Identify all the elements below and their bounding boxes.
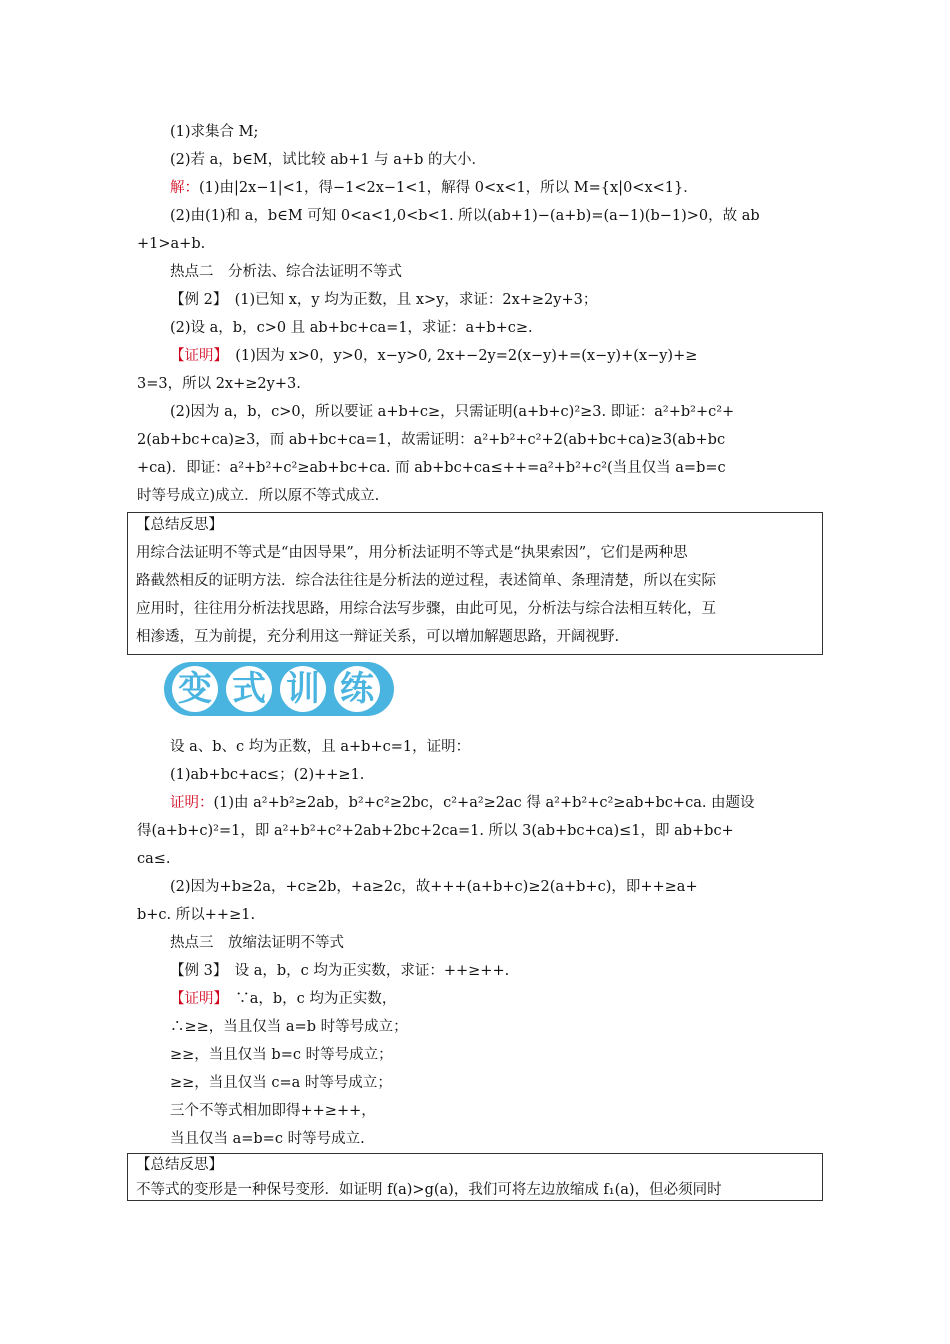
proof-label: 【证明】 bbox=[170, 991, 221, 1007]
line-text: 时等号成立)成立．所以原不等式成立. bbox=[137, 488, 380, 504]
line-text: ca≤. bbox=[137, 851, 171, 867]
text-line bbox=[137, 430, 725, 450]
text-line bbox=[137, 458, 726, 478]
line-text: +ca)．即证：a²+b²+c²≥ab+bc+ca. 而 ab+bc+ca≤++=a²+b²+c²(当且仅当 a=b=c bbox=[137, 460, 726, 476]
line-text: +1>a+b. bbox=[137, 236, 206, 252]
text-line bbox=[170, 290, 597, 310]
line-text: 三个不等式相加即得++≥++， bbox=[170, 1103, 376, 1119]
summary-title: 【总结反思】 bbox=[136, 1157, 223, 1173]
line-text: 2(ab+bc+ca)≥3，而 ab+bc+ca=1，故需证明：a²+b²+c²+2(ab+bc+ca)≥3(ab+bc bbox=[137, 432, 726, 448]
summary-line: 相渗透，互为前提，充分利用这一辩证关系，可以增加解题思路，开阔视野. bbox=[136, 629, 620, 645]
text-line bbox=[170, 737, 470, 757]
text-line bbox=[170, 402, 734, 422]
summary-line: 应用时，往往用分析法找思路，用综合法写步骤，由此可见，分析法与综合法相互转化，互 bbox=[136, 601, 716, 617]
line-text: b+c. 所以++≥1. bbox=[137, 907, 256, 923]
line-text: ∵a，b，c 均为正实数， bbox=[220, 991, 397, 1007]
text-line bbox=[170, 1073, 392, 1093]
summary-line: 不等式的变形是一种保号变形．如证明 f(a)>g(a)，我们可将左边放缩成 f₁(a)，但必须同时 bbox=[136, 1182, 722, 1198]
variant-training-banner bbox=[136, 660, 394, 718]
text-line bbox=[137, 821, 734, 841]
line-text: (1)由 a²+b²≥2ab，b²+c²≥2bc，c²+a²≥2ac 得 a²+b²+c²≥ab+bc+ca. 由题设 bbox=[213, 795, 755, 811]
proof-label: 【证明】 bbox=[170, 348, 221, 364]
line-text: ≥≥，当且仅当 b=c 时等号成立； bbox=[170, 1047, 393, 1063]
line-text: (2)若 a，b∈M，试比较 ab+1 与 a+b 的大小． bbox=[170, 152, 486, 168]
text-line bbox=[137, 849, 171, 869]
banner-pill bbox=[164, 662, 394, 716]
text-line bbox=[170, 122, 258, 142]
line-text: (1)因为 x>0，y>0，x−y>0, 2x+−2y=2(x−y)+=(x−y)+(x−y)+≥ bbox=[220, 348, 698, 364]
text-line bbox=[170, 933, 344, 953]
text-line bbox=[170, 765, 364, 785]
line-text: (2)由(1)和 a，b∈M 可知 0<a<1,0<b<1. 所以(ab+1)−(a+b)=(a−1)(b−1)>0，故 ab bbox=[170, 208, 760, 224]
text-line bbox=[170, 877, 698, 897]
line-text: ≥≥，当且仅当 c=a 时等号成立； bbox=[170, 1075, 392, 1091]
text-line bbox=[170, 1101, 376, 1121]
line-text: 【例 3】 设 a，b，c 均为正实数，求证：++≥++. bbox=[170, 963, 510, 979]
text-line bbox=[137, 486, 379, 506]
line-text: 得(a+b+c)²=1，即 a²+b²+c²+2ab+2bc+2ca=1. 所以 3(ab+bc+ca)≤1，即 ab+bc+ bbox=[137, 823, 734, 839]
line-text: 设 a、b、c 均为正数，且 a+b+c=1，证明： bbox=[170, 739, 471, 755]
line-text: (2)因为+b≥2a，+c≥2b，+a≥2c，故+++(a+b+c)≥2(a+b+c)，即++≥a+ bbox=[170, 879, 698, 895]
text-line bbox=[170, 1017, 408, 1037]
text-line bbox=[170, 318, 533, 338]
proof-label: 证明： bbox=[170, 795, 214, 811]
summary-line: 路截然相反的证明方法．综合法往往是分析法的逆过程，表述简单、条理清楚，所以在实际 bbox=[136, 573, 716, 589]
summary-box-1 bbox=[127, 512, 823, 655]
summary-title: 【总结反思】 bbox=[136, 517, 223, 533]
text-line bbox=[170, 961, 509, 981]
summary-line: 用综合法证明不等式是“由因导果”，用分析法证明不等式是“执果索因”，它们是两种思 bbox=[136, 545, 688, 561]
line-text: (1)ab+bc+ac≤；(2)++≥1. bbox=[170, 767, 365, 783]
line-text: 热点二 分析法、综合法证明不等式 bbox=[170, 264, 402, 280]
text-line bbox=[170, 206, 760, 226]
text-line bbox=[170, 150, 486, 170]
text-line bbox=[170, 262, 402, 282]
line-text: (1)求集合 M; bbox=[170, 124, 259, 140]
text-line bbox=[170, 793, 755, 813]
banner-char: 训 bbox=[280, 666, 326, 712]
line-text: (2)因为 a，b，c>0，所以要证 a+b+c≥，只需证明(a+b+c)²≥3. 即证：a²+b²+c²+ bbox=[170, 404, 735, 420]
text-line bbox=[137, 905, 255, 925]
banner-char: 练 bbox=[334, 666, 380, 712]
line-text: (2)设 a，b，c>0 且 ab+bc+ca=1，求证：a+b+c≥. bbox=[170, 320, 533, 336]
text-line bbox=[137, 234, 205, 254]
line-text: 【例 2】 (1)已知 x，y 均为正数，且 x>y，求证：2x+≥2y+3； bbox=[170, 292, 598, 308]
text-line bbox=[170, 346, 697, 366]
banner-char: 式 bbox=[226, 666, 272, 712]
line-text: 当且仅当 a=b=c 时等号成立. bbox=[170, 1131, 365, 1147]
line-text: ∴≥≥，当且仅当 a=b 时等号成立； bbox=[170, 1019, 408, 1035]
text-line bbox=[137, 374, 301, 394]
text-line bbox=[170, 989, 396, 1009]
summary-box-2 bbox=[127, 1153, 823, 1201]
text-line bbox=[170, 178, 698, 198]
line-text: (1)由|2x−1|<1，得−1<2x−1<1，解得 0<x<1，所以 M={x|0<x<1}． bbox=[199, 180, 698, 196]
banner-char: 变 bbox=[172, 666, 218, 712]
line-text: 热点三 放缩法证明不等式 bbox=[170, 935, 344, 951]
line-text: 3=3，所以 2x+≥2y+3. bbox=[137, 376, 301, 392]
text-line bbox=[170, 1045, 393, 1065]
text-line bbox=[170, 1129, 365, 1149]
proof-label: 解： bbox=[170, 180, 199, 196]
